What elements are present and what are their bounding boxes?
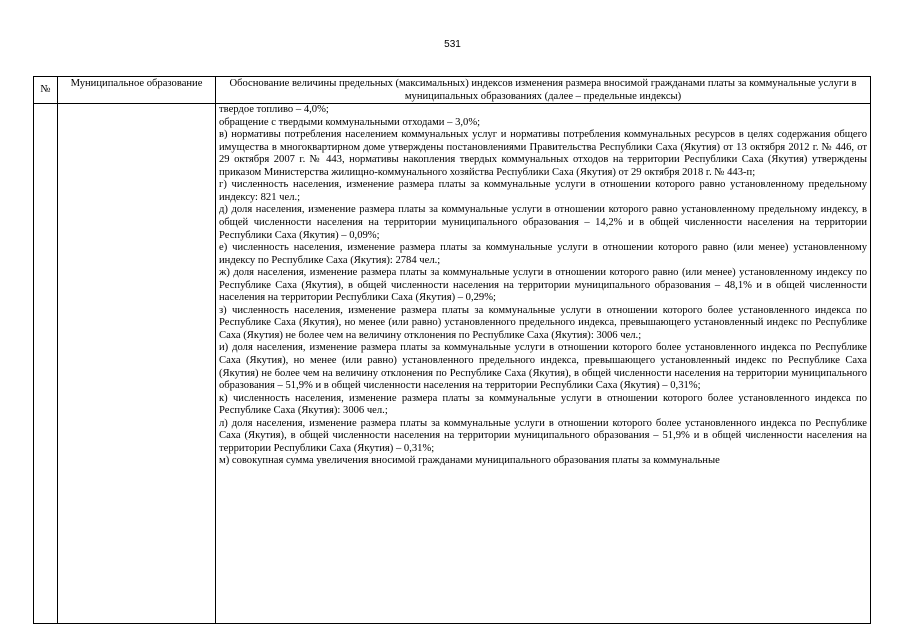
table-header-row xyxy=(34,77,871,104)
paragraph: л) доля населения, изменение размера платы за коммунальные услуги в отношении которого более установленного индекса по Республике Саха (Якутия), в общей численности населения на территории муниципального образования – 51,9% и в общей численности населения на территории Республики Саха (Якутия) – 0,31%; xyxy=(219,417,867,454)
paragraph: и) доля населения, изменение размера платы за коммунальные услуги в отношении которого более установленного индекса по Республике Саха (Якутия), но менее (или равно) установленного предельного индекса, превышающего установленный индекс по Республике Саха (Якутия) не более чем на величину отклонения по Республике Саха (Якутия), в общей численности населения на территории муниципального образования – 51,9% и в общей численности населения на территории Республики Саха (Якутия) – 0,31%; xyxy=(219,342,867,392)
column-header-municipality: Муниципальное образование xyxy=(58,77,216,104)
paragraph: д) доля населения, изменение размера платы за коммунальные услуги в отношении которого равно установленному предельному индексу, в общей численности населения на территории муниципального образования – 14,2% и в общей численности населения на территории Республики Саха (Якутия) – 0,09%; xyxy=(219,204,867,241)
justification-table xyxy=(33,76,871,624)
paragraph: твердое топливо – 4,0%; xyxy=(219,104,329,116)
cell-municipality xyxy=(58,104,216,624)
paragraph: з) численность населения, изменение размера платы за коммунальные услуги в отношении которого более установленного индекса по Республике Саха (Якутия), но менее (или равно) установленного предельного индекса, превышающего установленный индекс по Республике Саха (Якутия) не более чем на величину отклонения по Республике Саха (Якутия): 3006 чел.; xyxy=(219,304,867,341)
page-number: 531 xyxy=(444,39,461,50)
paragraph: к) численность населения, изменение размера платы за коммунальные услуги в отношении которого более установленного индекса по Республике Саха (Якутия): 3006 чел.; xyxy=(219,392,867,417)
cell-justification xyxy=(216,104,871,624)
column-header-justification: Обоснование величины предельных (максимальных) индексов изменения размера вносимой гражданами платы за коммунальные услуги в муниципальных образованиях (далее – предельные индексы) xyxy=(216,77,871,104)
paragraph: обращение с твердыми коммунальными отходами – 3,0%; xyxy=(219,116,481,128)
column-header-number: № xyxy=(34,77,58,104)
paragraph: е) численность населения, изменение размера платы за коммунальные услуги в отношении которого равно (или менее) установленному индексу по Республике Саха (Якутия): 2784 чел.; xyxy=(219,242,867,266)
paragraph: г) численность населения, изменение размера платы за коммунальные услуги в отношении которого равно установленному предельному индексу: 821 чел.; xyxy=(219,179,867,203)
cell-number xyxy=(34,104,58,624)
paragraph: ж) доля населения, изменение размера платы за коммунальные услуги в отношении которого равно (или менее) установленному индексу по Республике Саха (Якутия), в общей численности населения на территории муниципального образования – 48,1% и в общей численности населения на территории Республики Саха (Якутия) – 0,29%; xyxy=(219,267,867,304)
paragraph: в) нормативы потребления населением коммунальных услуг и нормативы потребления коммунальных ресурсов в целях содержания общего имущества в многоквартирном доме утверждены постановлениями Правительства Республики Саха (Якутия) от 13 октября 2012 г. № 446, от 29 октября 2007 г. № 443, нормативы накопления твердых коммунальных отходов на территории Республики Саха (Якутия) утверждены приказом Министерства жилищно-коммунального хозяйства Республики Саха (Якутия) от 29 октября 2018 г. № 443-п; xyxy=(219,129,867,178)
paragraph: м) совокупная сумма увеличения вносимой гражданами муниципального образования платы за коммунальные xyxy=(219,455,720,467)
table-row xyxy=(34,104,871,624)
